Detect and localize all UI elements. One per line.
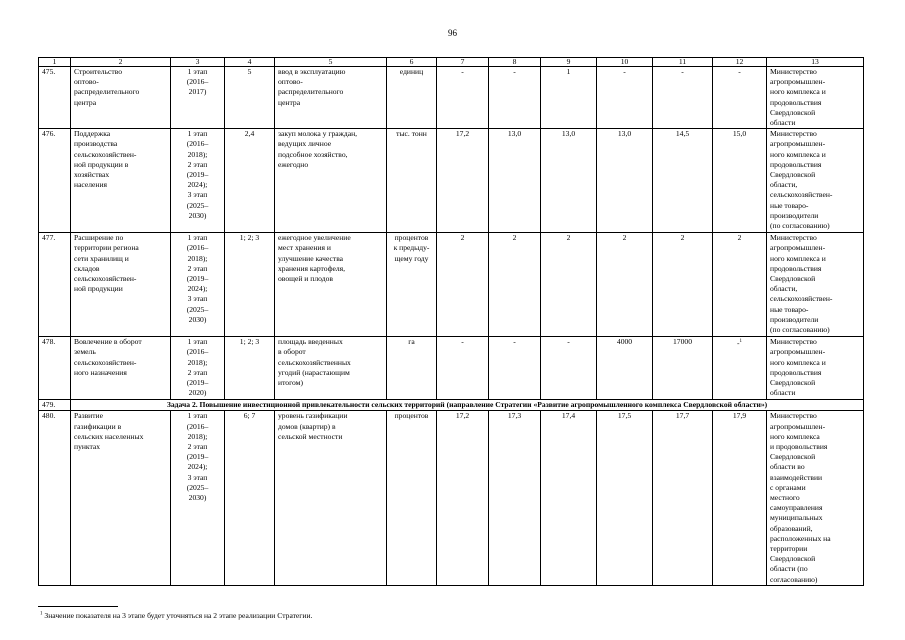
column-header: 5 [275,58,387,67]
column-header: 2 [71,58,171,67]
value-col7: 17,2 [437,411,489,586]
value-col12: 17,9 [713,411,767,586]
value-col12: 2 [713,233,767,337]
value-col7: - [437,67,489,129]
column-header: 12 [713,58,767,67]
unit: процентов [387,411,437,586]
activity-name: Развитие газификации в сельских населенных пунктах [71,411,171,586]
value-col12: 15,0 [713,129,767,233]
value-col10: 17,5 [597,411,653,586]
indicator: закуп молока у граждан, ведущих личное подсобное хозяйство, ежегодно [275,129,387,233]
task-refs: 1; 2; 3 [225,233,275,337]
row-number: 476. [39,129,71,233]
responsible: Министерство агропромышлен- ного комплекса и продовольствия Свердловской области, сельскохозяйствен- ные товаро- производители (по согласованию) [767,129,864,233]
value-col7: 17,2 [437,129,489,233]
row-number: 479. [39,400,71,411]
task-refs: 2,4 [225,129,275,233]
stage: 1 этап (2016– 2018); 2 этап (2019– 2024); 3 этап (2025– 2030) [171,233,225,337]
unit: тыс. тонн [387,129,437,233]
stage: 1 этап (2016– 2018); 2 этап (2019– 2024); 3 этап (2025– 2030) [171,411,225,586]
indicator: площадь введенных в оборот сельскохозяйственных угодий (нарастающим итогом) [275,337,387,400]
value-col7: - [437,337,489,400]
footnote-marker: 1 [40,611,43,617]
value-col8: 2 [489,233,541,337]
responsible: Министерство агропромышлен- ного комплекса и продовольствия Свердловской области во взаимодействии с органами местного самоуправления муниципальных образований, расположенных на территории Свердловской области (по согласованию) [767,411,864,586]
row-number: 477. [39,233,71,337]
activity-name: Строительство оптово- распределительного центра [71,67,171,129]
task-row [39,400,864,411]
task-heading: Задача 2. Повышение инвестиционной привлекательности сельских территорий (направление Стратегии «Развитие агропромышленного комплекса Свердловской области») [71,400,864,411]
stage: 1 этап (2016– 2018); 2 этап (2019– 2020) [171,337,225,400]
value-col10: - [597,67,653,129]
column-header: 4 [225,58,275,67]
value-col9: 17,4 [541,411,597,586]
activity-name: Расширение по территории региона сети хранилищ и складов сельскохозяйствен- ной продукции [71,233,171,337]
unit: га [387,337,437,400]
task-refs: 1; 2; 3 [225,337,275,400]
table-row [39,411,864,586]
column-header: 7 [437,58,489,67]
page-number: 96 [448,28,457,38]
task-refs: 5 [225,67,275,129]
header-row [39,58,864,67]
strategy-table [38,57,864,586]
column-header: 8 [489,58,541,67]
footnote [40,611,312,620]
footnote-ref: 1 [739,339,743,345]
indicator: ввод в эксплуатацию оптово- распределительного центра [275,67,387,129]
task-refs: 6; 7 [225,411,275,586]
value-col9: - [541,337,597,400]
stage: 1 этап (2016– 2018); 2 этап (2019– 2024); 3 этап (2025– 2030) [171,129,225,233]
indicator: ежегодное увеличение мест хранения и улучшение качества хранения картофеля, овощей и плодов [275,233,387,337]
table-row [39,129,864,233]
value-col10: 4000 [597,337,653,400]
stage: 1 этап (2016– 2017) [171,67,225,129]
column-header: 13 [767,58,864,67]
responsible: Министерство агропромышлен- ного комплекса и продовольствия Свердловской области [767,337,864,400]
value-col11: 14,5 [653,129,713,233]
value-col11: 17000 [653,337,713,400]
row-number: 475. [39,67,71,129]
column-header: 11 [653,58,713,67]
value-col8: 13,0 [489,129,541,233]
footnote-text: Значение показателя на 3 этапе будет уточняться на 2 этапе реализации Стратегии. [44,611,313,620]
value-col10: 2 [597,233,653,337]
column-header: 10 [597,58,653,67]
value-col7: 2 [437,233,489,337]
column-header: 1 [39,58,71,67]
value-col9: 13,0 [541,129,597,233]
unit: единиц [387,67,437,129]
responsible: Министерство агропромышлен- ного комплекса и продовольствия Свердловской области [767,67,864,129]
table-row [39,67,864,129]
indicator: уровень газификации домов (квартир) в сельской местности [275,411,387,586]
value-col9: 1 [541,67,597,129]
value-col8: 17,3 [489,411,541,586]
row-number: 480. [39,411,71,586]
unit: процентов к предыду- щему году [387,233,437,337]
footnote-divider [38,606,118,607]
value-col11: 17,7 [653,411,713,586]
value-col11: 2 [653,233,713,337]
value-col11: - [653,67,713,129]
responsible: Министерство агропромышлен- ного комплекса и продовольствия Свердловской области, сельскохозяйствен- ные товаро- производители (по согласованию) [767,233,864,337]
column-header: 3 [171,58,225,67]
column-header: 9 [541,58,597,67]
value-col12: -$^1$ [713,337,767,400]
value-col9: 2 [541,233,597,337]
table-row [39,233,864,337]
activity-name: Поддержка производства сельскохозяйствен- ной продукции в хозяйствах населения [71,129,171,233]
value-col8: - [489,67,541,129]
value-col10: 13,0 [597,129,653,233]
table-row [39,337,864,400]
activity-name: Вовлечение в оборот земель сельскохозяйствен- ного назначения [71,337,171,400]
value-col8: - [489,337,541,400]
column-header: 6 [387,58,437,67]
value-col12: - [713,67,767,129]
row-number: 478. [39,337,71,400]
